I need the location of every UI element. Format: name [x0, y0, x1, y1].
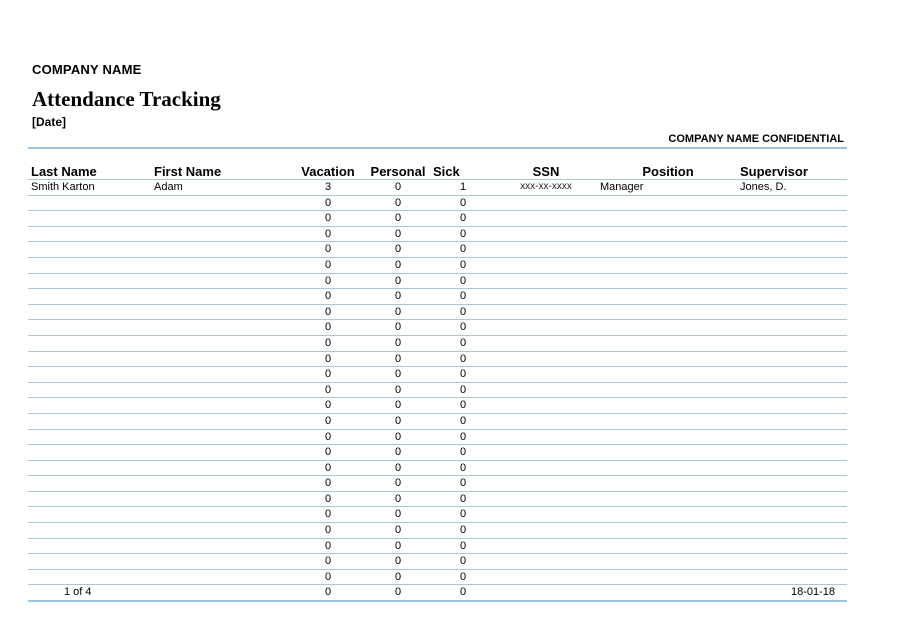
personal-cell[interactable]: 0 [394, 290, 402, 303]
sick-cell[interactable]: 0 [459, 477, 467, 490]
personal-cell[interactable]: 0 [394, 430, 402, 443]
vacation-cell[interactable]: 0 [324, 570, 332, 583]
document-date: [Date] [32, 115, 67, 129]
column-header-last-name: Last Name [31, 164, 97, 179]
sick-cell[interactable]: 0 [459, 227, 467, 240]
vacation-cell[interactable]: 0 [324, 336, 332, 349]
personal-cell[interactable]: 0 [394, 461, 402, 474]
table-row [28, 320, 847, 336]
personal-cell[interactable]: 0 [394, 305, 402, 318]
vacation-cell[interactable]: 0 [324, 212, 332, 225]
personal-cell[interactable]: 0 [394, 539, 402, 552]
personal-cell[interactable]: 0 [394, 399, 402, 412]
vacation-cell[interactable]: 0 [324, 414, 332, 427]
personal-cell[interactable]: 0 [394, 352, 402, 365]
personal-cell[interactable]: 0 [394, 196, 402, 209]
personal-cell[interactable]: 0 [394, 274, 402, 287]
personal-cell[interactable]: 0 [394, 492, 402, 505]
table-row [28, 398, 847, 414]
vacation-cell[interactable]: 0 [324, 352, 332, 365]
sick-cell[interactable]: 0 [459, 570, 467, 583]
table-row [28, 336, 847, 352]
personal-cell[interactable]: 0 [394, 336, 402, 349]
sick-cell[interactable]: 0 [459, 524, 467, 537]
position-cell[interactable]: Manager [600, 181, 644, 193]
table-row [28, 258, 847, 274]
table-row [28, 430, 847, 446]
table-row [28, 523, 847, 539]
sick-cell[interactable]: 0 [459, 290, 467, 303]
sick-cell[interactable]: 0 [459, 399, 467, 412]
vacation-cell[interactable]: 0 [324, 321, 332, 334]
table-row [28, 289, 847, 305]
table-row [28, 305, 847, 321]
table-row [28, 352, 847, 368]
personal-cell[interactable]: 0 [394, 570, 402, 583]
vacation-cell[interactable]: 0 [324, 227, 332, 240]
table-row [28, 274, 847, 290]
column-header-ssn: SSN [532, 164, 560, 179]
table-row [28, 383, 847, 399]
vacation-cell[interactable]: 0 [324, 368, 332, 381]
footer-sick-cell[interactable]: 0 [459, 586, 467, 599]
sick-cell[interactable]: 0 [459, 274, 467, 287]
sick-cell[interactable]: 0 [459, 555, 467, 568]
vacation-cell[interactable]: 0 [324, 539, 332, 552]
supervisor-cell[interactable]: Jones, D. [740, 181, 787, 193]
personal-cell[interactable]: 0 [394, 321, 402, 334]
page-indicator: 1 of 4 [64, 586, 92, 599]
table-row [28, 507, 847, 523]
attendance-table [28, 147, 847, 602]
sick-cell[interactable]: 0 [459, 414, 467, 427]
column-header-first-name: First Name [154, 164, 222, 179]
vacation-cell[interactable]: 0 [324, 508, 332, 521]
column-header-position: Position [642, 164, 694, 179]
personal-cell[interactable]: 0 [394, 555, 402, 568]
sick-cell[interactable]: 0 [459, 321, 467, 334]
sick-cell[interactable]: 0 [459, 430, 467, 443]
sick-cell[interactable]: 0 [459, 352, 467, 365]
table-row [28, 414, 847, 430]
sick-cell[interactable]: 0 [459, 196, 467, 209]
table-row [28, 367, 847, 383]
table-footer-row [28, 585, 847, 602]
column-header-vacation: Vacation [301, 164, 355, 179]
vacation-cell[interactable]: 0 [324, 290, 332, 303]
footer-vacation-cell[interactable]: 0 [324, 586, 332, 599]
table-row [28, 539, 847, 555]
sick-cell[interactable]: 0 [459, 305, 467, 318]
vacation-cell[interactable]: 0 [324, 258, 332, 271]
personal-cell[interactable]: 0 [394, 368, 402, 381]
vacation-cell[interactable]: 0 [324, 555, 332, 568]
last-name-cell[interactable]: Smith Karton [31, 181, 95, 193]
vacation-cell[interactable]: 0 [324, 399, 332, 412]
vacation-cell[interactable]: 0 [324, 430, 332, 443]
print-date: 18-01-18 [790, 586, 835, 599]
sick-cell[interactable]: 0 [459, 258, 467, 271]
table-row [28, 196, 847, 212]
personal-cell[interactable]: 0 [394, 227, 402, 240]
table-row [28, 476, 847, 492]
table-row [28, 492, 847, 508]
table-row [28, 554, 847, 570]
table-row [28, 227, 847, 243]
vacation-cell[interactable]: 0 [324, 243, 332, 256]
ssn-cell[interactable]: xxx-xx-xxxx [520, 181, 572, 192]
personal-cell[interactable]: 0 [394, 258, 402, 271]
sick-cell[interactable]: 1 [459, 181, 467, 193]
vacation-cell[interactable]: 0 [324, 383, 332, 396]
personal-cell[interactable]: 0 [394, 212, 402, 225]
personal-cell[interactable]: 0 [394, 508, 402, 521]
confidential-label: COMPANY NAME CONFIDENTIAL [668, 133, 844, 145]
vacation-cell[interactable]: 0 [324, 477, 332, 490]
sick-cell[interactable]: 0 [459, 492, 467, 505]
sick-cell[interactable]: 0 [459, 508, 467, 521]
sick-cell[interactable]: 0 [459, 446, 467, 459]
sick-cell[interactable]: 0 [459, 383, 467, 396]
vacation-cell[interactable]: 0 [324, 461, 332, 474]
table-row [28, 570, 847, 586]
table-header-row [28, 149, 847, 180]
personal-cell[interactable]: 0 [394, 243, 402, 256]
vacation-cell[interactable]: 0 [324, 196, 332, 209]
personal-cell[interactable]: 0 [394, 414, 402, 427]
document-title: Attendance Tracking [32, 87, 221, 111]
vacation-cell[interactable]: 0 [324, 492, 332, 505]
sick-cell[interactable]: 0 [459, 539, 467, 552]
vacation-cell[interactable]: 0 [324, 274, 332, 287]
table-row [28, 242, 847, 258]
table-row [28, 180, 847, 196]
column-header-sick: Sick [433, 164, 460, 179]
personal-cell[interactable]: 0 [394, 446, 402, 459]
table-row [28, 445, 847, 461]
vacation-cell[interactable]: 3 [324, 181, 332, 193]
sick-cell[interactable]: 0 [459, 461, 467, 474]
vacation-cell[interactable]: 0 [324, 446, 332, 459]
personal-cell[interactable]: 0 [394, 181, 402, 193]
vacation-cell[interactable]: 0 [324, 524, 332, 537]
vacation-cell[interactable]: 0 [324, 305, 332, 318]
footer-personal-cell[interactable]: 0 [394, 586, 402, 599]
sick-cell[interactable]: 0 [459, 336, 467, 349]
sick-cell[interactable]: 0 [459, 212, 467, 225]
table-row [28, 461, 847, 477]
personal-cell[interactable]: 0 [394, 383, 402, 396]
company-name: COMPANY NAME [32, 62, 142, 77]
sick-cell[interactable]: 0 [459, 368, 467, 381]
column-header-personal: Personal [370, 164, 426, 179]
column-header-supervisor: Supervisor [740, 164, 808, 179]
table-row [28, 211, 847, 227]
sick-cell[interactable]: 0 [459, 243, 467, 256]
table-body [28, 180, 847, 585]
personal-cell[interactable]: 0 [394, 477, 402, 490]
personal-cell[interactable]: 0 [394, 524, 402, 537]
first-name-cell[interactable]: Adam [154, 181, 183, 193]
